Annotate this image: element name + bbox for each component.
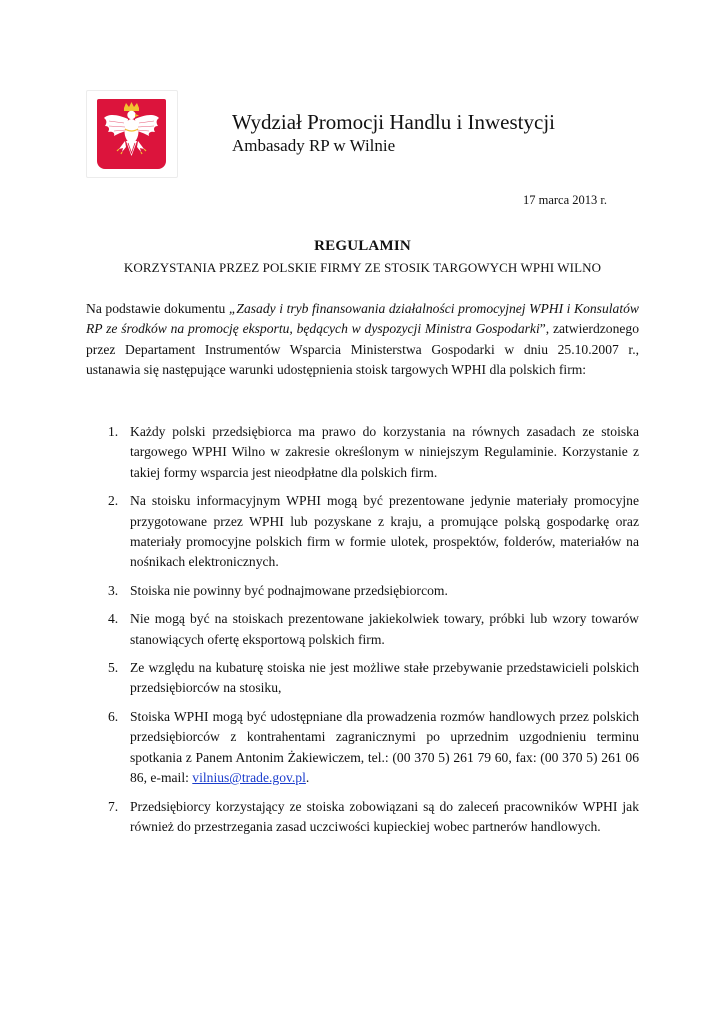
list-item-text: Na stoisku informacyjnym WPHI mogą być prezentowane jedynie materiały promocyjne przygotowane przez WPHI lub pozyskane z kraju, a promujące polską gospodarkę oraz materiały promocyjne polskich firm w formie ulotek, prospektów, folderów, materiałów na nośnikach elektronicznych. xyxy=(130,493,639,570)
list-item-number: 7. xyxy=(108,798,119,814)
intro-text-after: ”, zatwierdzonego przez Departament Instrumentów Wsparcia Ministerstwa Gospodarki w dniu 25.10.2007 r., ustanawia się następujące warunki udostępnienia stoisk targowych WPHI dla polskich firm: xyxy=(86,321,639,378)
list-item-text: Ze względu na kubaturę stoiska nie jest możliwe stałe przebywanie przedstawicieli polskich przedsiębiorców na stosiku, xyxy=(130,660,639,696)
list-item-suffix: . xyxy=(305,770,310,786)
list-item-number: 6. xyxy=(108,708,119,724)
list-item-text: Przedsiębiorcy korzystający ze stoiska zobowiązani są do zaleceń pracowników WPHI jak również do przestrzegania zasad uczciwości kupieckiej wobec partnerów handlowych. xyxy=(130,798,639,834)
list-item-text: Nie mogą być na stoiskach prezentowane jakiekolwiek towary, próbki lub wzory towarów stanowiących ofertę eksportową polskich firm. xyxy=(130,611,639,647)
list-item xyxy=(86,581,639,601)
polish-eagle-emblem-icon xyxy=(97,99,166,169)
intro-document-name: „Zasady i tryb finansowania działalności promocyjnej WPHI i Konsulatów RP ze środków na promocję eksportu, będących w dyspozycji Ministra Gospodarki xyxy=(86,301,639,337)
list-item xyxy=(86,491,639,573)
list-item-number: 3. xyxy=(108,582,119,598)
list-item-number: 1. xyxy=(108,424,119,439)
list-item-text: Stoiska WPHI mogą być udostępniane dla prowadzenia rozmów handlowych przez polskich przedsiębiorców z kontrahentami zagranicznymi po uprzednim uzgodnieniu terminu spotkania z Panem Antonim Żakiewiczem, tel.: (00 370 5) 261 79 60, fax: (00 370 5) 261 06 86, e-mail: xyxy=(130,708,639,786)
intro-paragraph xyxy=(86,299,639,381)
organization-subtitle: Ambasady RP w Wilnie xyxy=(232,136,396,155)
document-date: 17 marca 2013 r. xyxy=(522,193,607,207)
email-link[interactable]: vilnius@trade.gov.pl xyxy=(192,770,306,786)
emblem-frame xyxy=(86,90,178,178)
list-item xyxy=(86,658,639,699)
list-item xyxy=(86,609,639,650)
list-item xyxy=(86,422,639,483)
list-item xyxy=(86,707,639,789)
list-item-number: 4. xyxy=(108,611,119,627)
list-item-number: 5. xyxy=(108,660,119,676)
list-item-number: 2. xyxy=(108,493,119,509)
organization-name: Wydział Promocji Handlu i Inwestycji xyxy=(232,110,555,134)
document-subtitle: KORZYSTANIA PRZEZ POLSKIE FIRMY ZE STOSIK TARGOWYCH WPHI WILNO xyxy=(123,260,602,275)
list-item xyxy=(86,797,639,838)
document-title: REGULAMIN xyxy=(314,238,411,254)
rules-list xyxy=(86,422,639,845)
list-item-text: Stoiska nie powinny być podnajmowane przedsiębiorcom. xyxy=(130,582,448,598)
list-item-text: Każdy polski przedsiębiorca ma prawo do korzystania na równych zasadach ze stoiska targowego WPHI Wilno w zakresie określonym w niniejszym Regulaminie. Korzystanie z takiej formy wsparcia jest nieodpłatne dla polskich firm. xyxy=(130,424,639,480)
intro-text-before: Na podstawie dokumentu xyxy=(86,301,229,316)
